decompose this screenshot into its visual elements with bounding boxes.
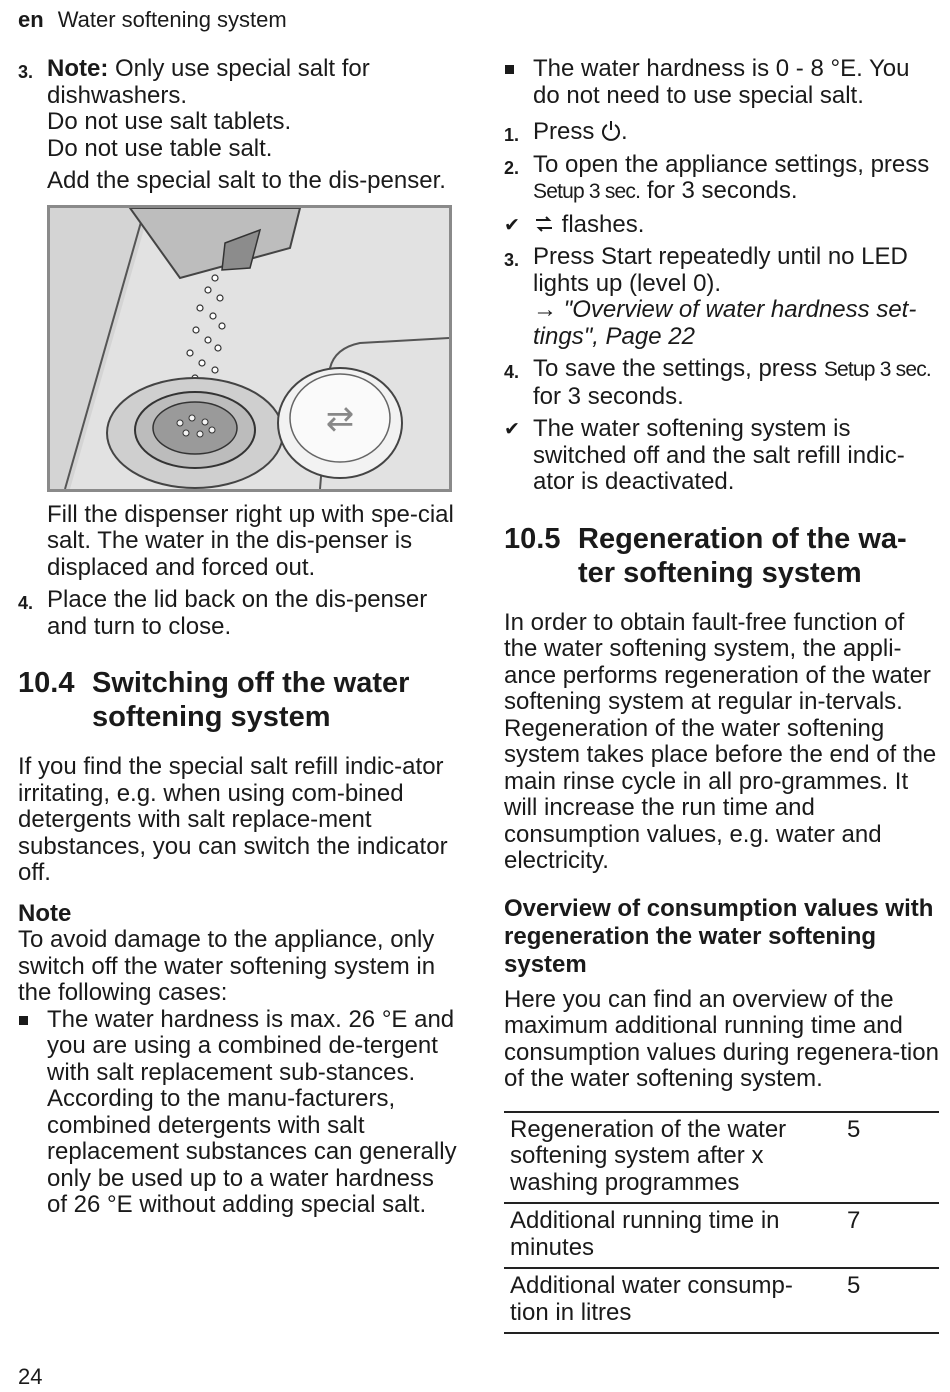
bullet-text: The water hardness is max. 26 °E and you are using a combined de-tergent with salt replacement sub-stances. According to the manu-facturers, combined detergents with salt replacement substances can generally only be used up to a water hardness of 26 °E without adding special salt. bbox=[47, 1005, 457, 1218]
step-text-end: repeatedly until no LED lights up (level 0). bbox=[533, 243, 908, 297]
add-salt-text: Add the special salt to the dis-penser. bbox=[47, 167, 446, 194]
section-title: Regeneration of the wa-ter softening system bbox=[578, 522, 907, 589]
step-text: Press bbox=[533, 118, 602, 145]
step-1-press-power bbox=[504, 119, 940, 146]
check-icon: ✔ bbox=[504, 214, 520, 236]
setup-button-label: Setup 3 sec. bbox=[533, 180, 641, 203]
result-text: flashes. bbox=[555, 210, 645, 238]
page-header bbox=[18, 6, 287, 34]
page-number: 24 bbox=[18, 1364, 43, 1389]
header-title: Water softening system bbox=[57, 7, 287, 32]
language-code: en bbox=[18, 7, 44, 32]
step-text-end: for 3 seconds. bbox=[640, 177, 798, 204]
bullet-hardness-26 bbox=[18, 1007, 458, 1219]
table-row bbox=[504, 1203, 939, 1268]
note-text: Only use special salt for dishwashers. bbox=[47, 55, 370, 109]
step-number: 2. bbox=[504, 157, 520, 178]
check-icon: ✔ bbox=[504, 419, 520, 440]
section-10-5-heading bbox=[504, 522, 940, 590]
section-number: 10.5 bbox=[504, 522, 561, 555]
section-10-4-intro: If you find the special salt refill indic-ator irritating, e.g. when using com-bined detergents with salt replace-ment substances, you can switch the indicator off. bbox=[18, 753, 448, 886]
step-3-press-start bbox=[504, 244, 940, 350]
table-row bbox=[504, 1112, 939, 1204]
row-label: Additional running time in minutes bbox=[504, 1203, 837, 1268]
row-value: 5 bbox=[837, 1112, 939, 1204]
salt-note bbox=[47, 56, 458, 109]
step-number: 3. bbox=[504, 250, 520, 270]
result-salt-indicator-flashes bbox=[504, 212, 940, 239]
step-number: 4. bbox=[504, 362, 520, 382]
no-table-salt-text: Do not use table salt. bbox=[47, 134, 273, 162]
section-10-4-heading bbox=[18, 666, 458, 734]
regeneration-para-2: Regeneration of the water softening system takes place before the end of the main rinse cycle in all pro-grammes. It will increase the run time and consumption values, e.g. water and electricity. bbox=[504, 714, 937, 874]
step-punct: . bbox=[621, 118, 628, 145]
start-button-label: Start bbox=[601, 243, 652, 270]
salt-regeneration-icon bbox=[533, 213, 555, 235]
step-text: To open the appliance settings, press bbox=[533, 150, 930, 178]
row-label: Regeneration of the water softening system after x washing programmes bbox=[504, 1112, 837, 1204]
step-4-replace-lid bbox=[18, 587, 458, 640]
left-column bbox=[18, 56, 458, 1219]
table-row bbox=[504, 1268, 939, 1333]
section-number: 10.4 bbox=[18, 667, 75, 699]
step-2-open-settings bbox=[504, 152, 940, 206]
step-number: 1. bbox=[504, 125, 520, 145]
note-label: Note: bbox=[47, 55, 109, 82]
row-value: 7 bbox=[837, 1203, 939, 1268]
power-icon bbox=[601, 120, 621, 142]
step-number: 3. bbox=[18, 62, 34, 82]
step-text-end: for 3 seconds. bbox=[533, 382, 684, 410]
setup-button-label: Setup 3 sec. bbox=[823, 358, 931, 381]
dispenser-drawing bbox=[50, 208, 449, 489]
bullet-text: The water hardness is 0 - 8 °E. You do not need to use special salt. bbox=[533, 55, 910, 109]
cross-reference-link[interactable]: → "Overview of water hardness set-tings", Page 22 bbox=[533, 296, 917, 350]
step-number: 4. bbox=[18, 593, 34, 613]
row-value: 5 bbox=[837, 1268, 939, 1333]
result-system-switched-off bbox=[504, 416, 940, 496]
step-4-save-settings bbox=[504, 356, 940, 410]
salt-dispenser-illustration bbox=[47, 205, 452, 492]
svg-text:⇄: ⇄ bbox=[325, 398, 355, 439]
right-column bbox=[504, 56, 940, 1334]
regeneration-para-1: In order to obtain fault-free function of the water softening system, the appli-ance performs regeneration of the water softening system at regular in-tervals. bbox=[504, 608, 931, 715]
section-title: Switching off the water softening system bbox=[92, 667, 410, 733]
consumption-intro: Here you can find an overview of the maximum additional running time and consumption values during regenera-tion of the water softening system. bbox=[504, 985, 939, 1092]
fill-dispenser-text: Fill the dispenser right up with spe-cial salt. The water in the dis-penser is displaced and forced out. bbox=[47, 500, 454, 581]
consumption-subheading: Overview of consumption values with regeneration the water softening system bbox=[504, 894, 934, 978]
no-salt-tablets-text: Do not use salt tablets. bbox=[47, 108, 292, 135]
bullet-hardness-0-8 bbox=[504, 56, 940, 109]
consumption-table bbox=[504, 1111, 939, 1335]
note-body: To avoid damage to the appliance, only switch off the water softening system in the following cases: bbox=[18, 926, 436, 1006]
result-text: The water softening system is switched off and the salt refill indic-ator is deactivated. bbox=[533, 415, 905, 495]
step-text: To save the settings, press bbox=[533, 355, 824, 382]
step-3-add-salt bbox=[18, 56, 458, 195]
row-label: Additional water consump-tion in litres bbox=[504, 1268, 837, 1333]
note-heading: Note bbox=[18, 899, 72, 927]
bullet-square-icon bbox=[505, 65, 514, 74]
step-4-text: Place the lid back on the dis-penser and turn to close. bbox=[47, 586, 428, 640]
bullet-square-icon bbox=[19, 1016, 28, 1025]
step-text: Press bbox=[533, 243, 602, 270]
